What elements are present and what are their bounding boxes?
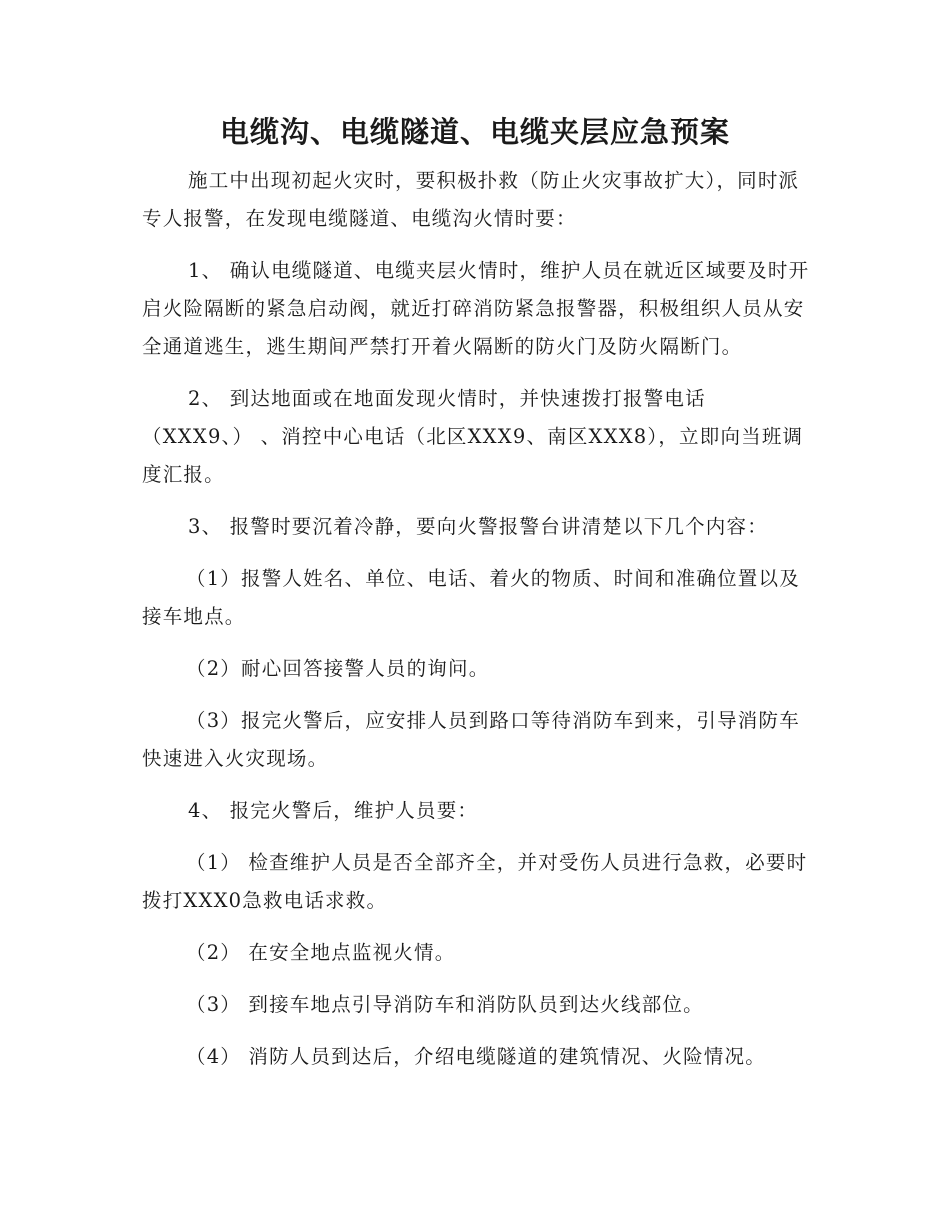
paragraph-item-4: 4、 报完火警后，维护人员要： (188, 799, 479, 822)
paragraph-intro: 施工中出现初起火灾时，要积极扑救（防止火灾事故扩大），同时派专人报警，在发现电缆隧道、电缆沟火情时要： (142, 169, 800, 230)
paragraph-item-3-3: （3）报完火警后，应安排人员到路口等待消防车到来，引导消防车快速进入火灾现场。 (142, 709, 800, 770)
paragraph-item-3-2: （2）耐心回答接警人员的询问。 (186, 657, 490, 680)
paragraph-item-3: 3、 报警时要沉着冷静，要向火警报警台讲清楚以下几个内容： (188, 515, 768, 538)
document-body (142, 162, 810, 1090)
paragraph-item-3-1: （1）报警人姓名、单位、电话、着火的物质、时间和准确位置以及接车地点。 (142, 567, 800, 628)
paragraph-item-4-2: （2） 在安全地点监视火情。 (186, 941, 456, 964)
paragraph-item-4-1: （1） 检查维护人员是否全部齐全，并对受伤人员进行急救，必要时拨打XXX0急救电话求救。 (142, 851, 808, 912)
paragraph-item-2: 2、 到达地面或在地面发现火情时，并快速拨打报警电话（XXX9、） 、消控中心电话（北区XXX9、南区XXX8），立即向当班调度汇报。 (142, 387, 804, 486)
paragraph-item-4-4: （4） 消防人员到达后，介绍电缆隧道的建筑情况、火险情况。 (186, 1045, 766, 1068)
document-title: 电缆沟、电缆隧道、电缆夹层应急预案 (219, 115, 730, 149)
paragraph-item-1: 1、 确认电缆隧道、电缆夹层火情时，维护人员在就近区域要及时开启火险隔断的紧急启动阀，就近打碎消防紧急报警器，积极组织人员从安全通道逃生，逃生期间严禁打开着火隔断的防火门及防火隔断门。 (142, 259, 810, 358)
paragraph-item-4-3: （3） 到接车地点引导消防车和消防队员到达火线部位。 (186, 993, 704, 1016)
